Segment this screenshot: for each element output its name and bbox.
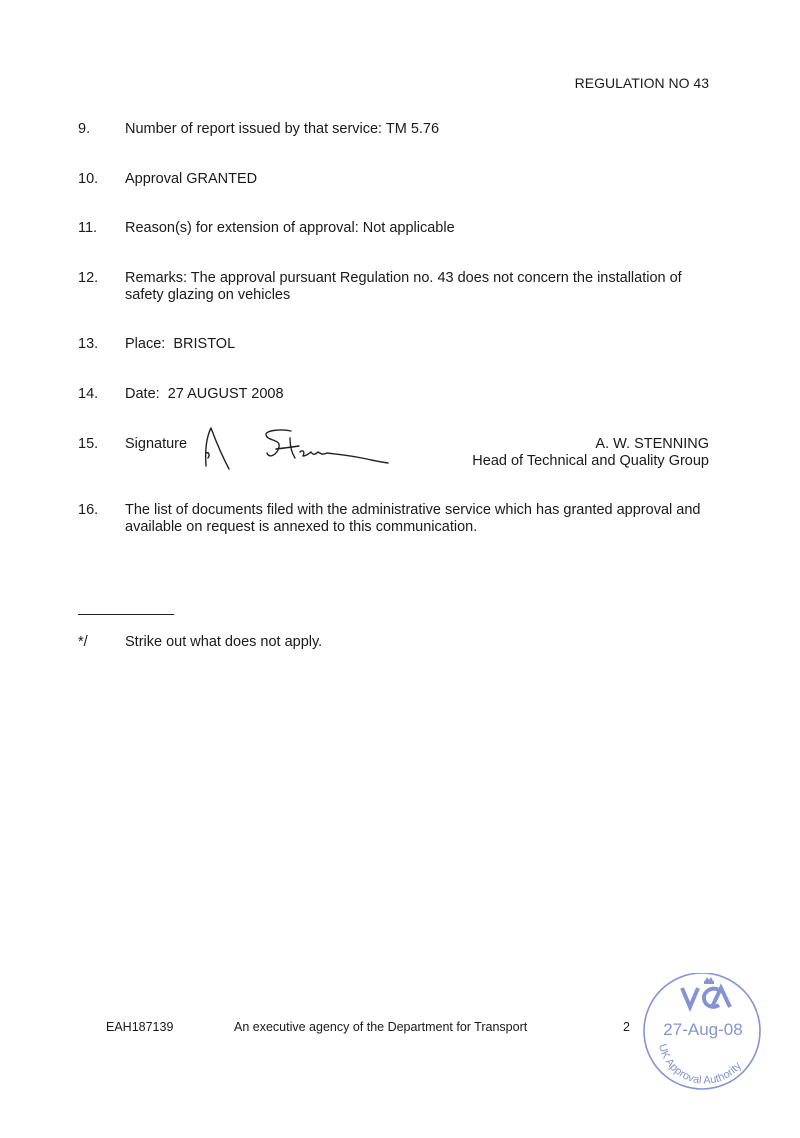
approval-stamp <box>641 973 765 1097</box>
item-text-line: safety glazing on vehicles <box>125 287 291 303</box>
footnote-divider <box>78 614 174 615</box>
footnote-marker: */ <box>78 634 88 650</box>
handwritten-signature <box>197 422 397 474</box>
signatory-block <box>472 436 709 470</box>
footer-agency-text: An executive agency of the Department for Transport <box>234 1020 528 1034</box>
signatory-name: A. W. STENNING <box>595 436 709 452</box>
stamp-date: 27-Aug-08 <box>663 1020 743 1039</box>
item-number: 11. <box>78 220 98 236</box>
item-text-line: The list of documents filed with the administrative service which has granted approval and <box>125 502 701 518</box>
item-number: 12. <box>78 270 99 286</box>
item-number: 14. <box>78 386 99 402</box>
item-number: 16. <box>78 502 99 518</box>
item-text: Date: 27 AUGUST 2008 <box>125 386 284 402</box>
vca-logo-icon <box>682 977 730 1007</box>
stamp-arc-text: UK Approval Authority <box>655 1042 744 1087</box>
item-number: 13. <box>78 336 99 352</box>
item-text: Number of report issued by that service: TM 5.76 <box>125 121 440 137</box>
signatory-title: Head of Technical and Quality Group <box>472 453 709 469</box>
item-text: Place: BRISTOL <box>125 336 236 352</box>
item-text-line: Remarks: The approval pursuant Regulation no. 43 does not concern the installation of <box>125 270 682 286</box>
item-text: Reason(s) for extension of approval: Not applicable <box>125 220 455 236</box>
item-text-line: available on request is annexed to this communication. <box>125 519 478 535</box>
footnote-text: Strike out what does not apply. <box>125 634 323 650</box>
footer-reference: EAH187139 <box>106 1020 174 1034</box>
item-number: 10. <box>78 171 99 187</box>
header-reference: REGULATION NO 43 <box>574 75 709 91</box>
item-number: 9. <box>78 121 91 137</box>
item-number: 15. <box>78 436 99 452</box>
signature-label: Signature <box>125 436 188 452</box>
item-text: Approval GRANTED <box>125 171 258 187</box>
footer-page-number: 2 <box>623 1020 630 1034</box>
